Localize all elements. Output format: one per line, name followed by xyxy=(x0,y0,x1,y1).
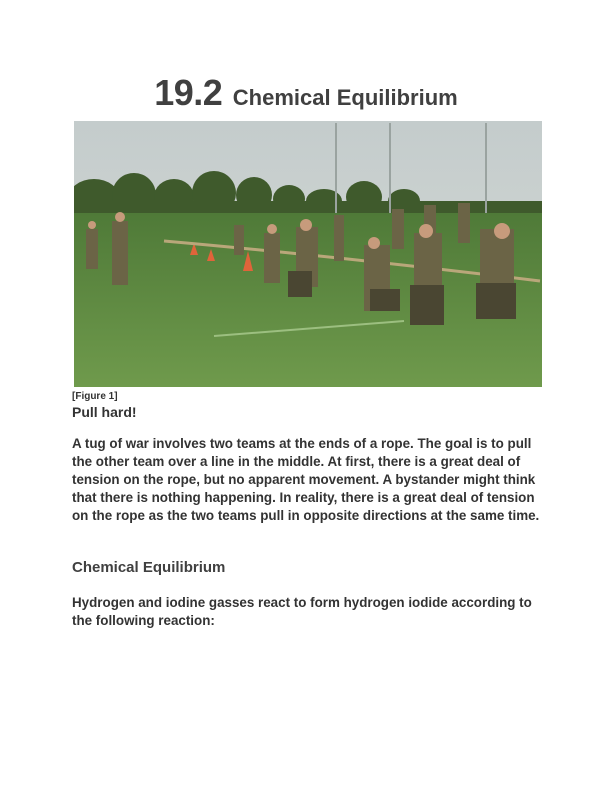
section-heading: Chemical Equilibrium xyxy=(72,559,226,576)
section-title: Chemical Equilibrium xyxy=(232,85,458,110)
figure-caption: [Figure 1] xyxy=(72,391,118,402)
intro-subheading: Pull hard! xyxy=(72,404,137,420)
tug-of-war-photo xyxy=(74,121,542,387)
page-title xyxy=(0,72,612,114)
section-paragraph: Hydrogen and iodine gasses react to form hydrogen iodide according to the following reaction: xyxy=(72,595,532,628)
intro-paragraph: A tug of war involves two teams at the ends of a rope. The goal is to pull the other team over a line in the middle. At first, there is a great deal of tension on the rope, but no apparent movement. A bystander might think that there is nothing happening. In reality, there is a great deal of tension on the rope as the two teams pull in opposite directions at the same time. xyxy=(72,436,540,523)
section-number: 19.2 xyxy=(154,72,223,113)
